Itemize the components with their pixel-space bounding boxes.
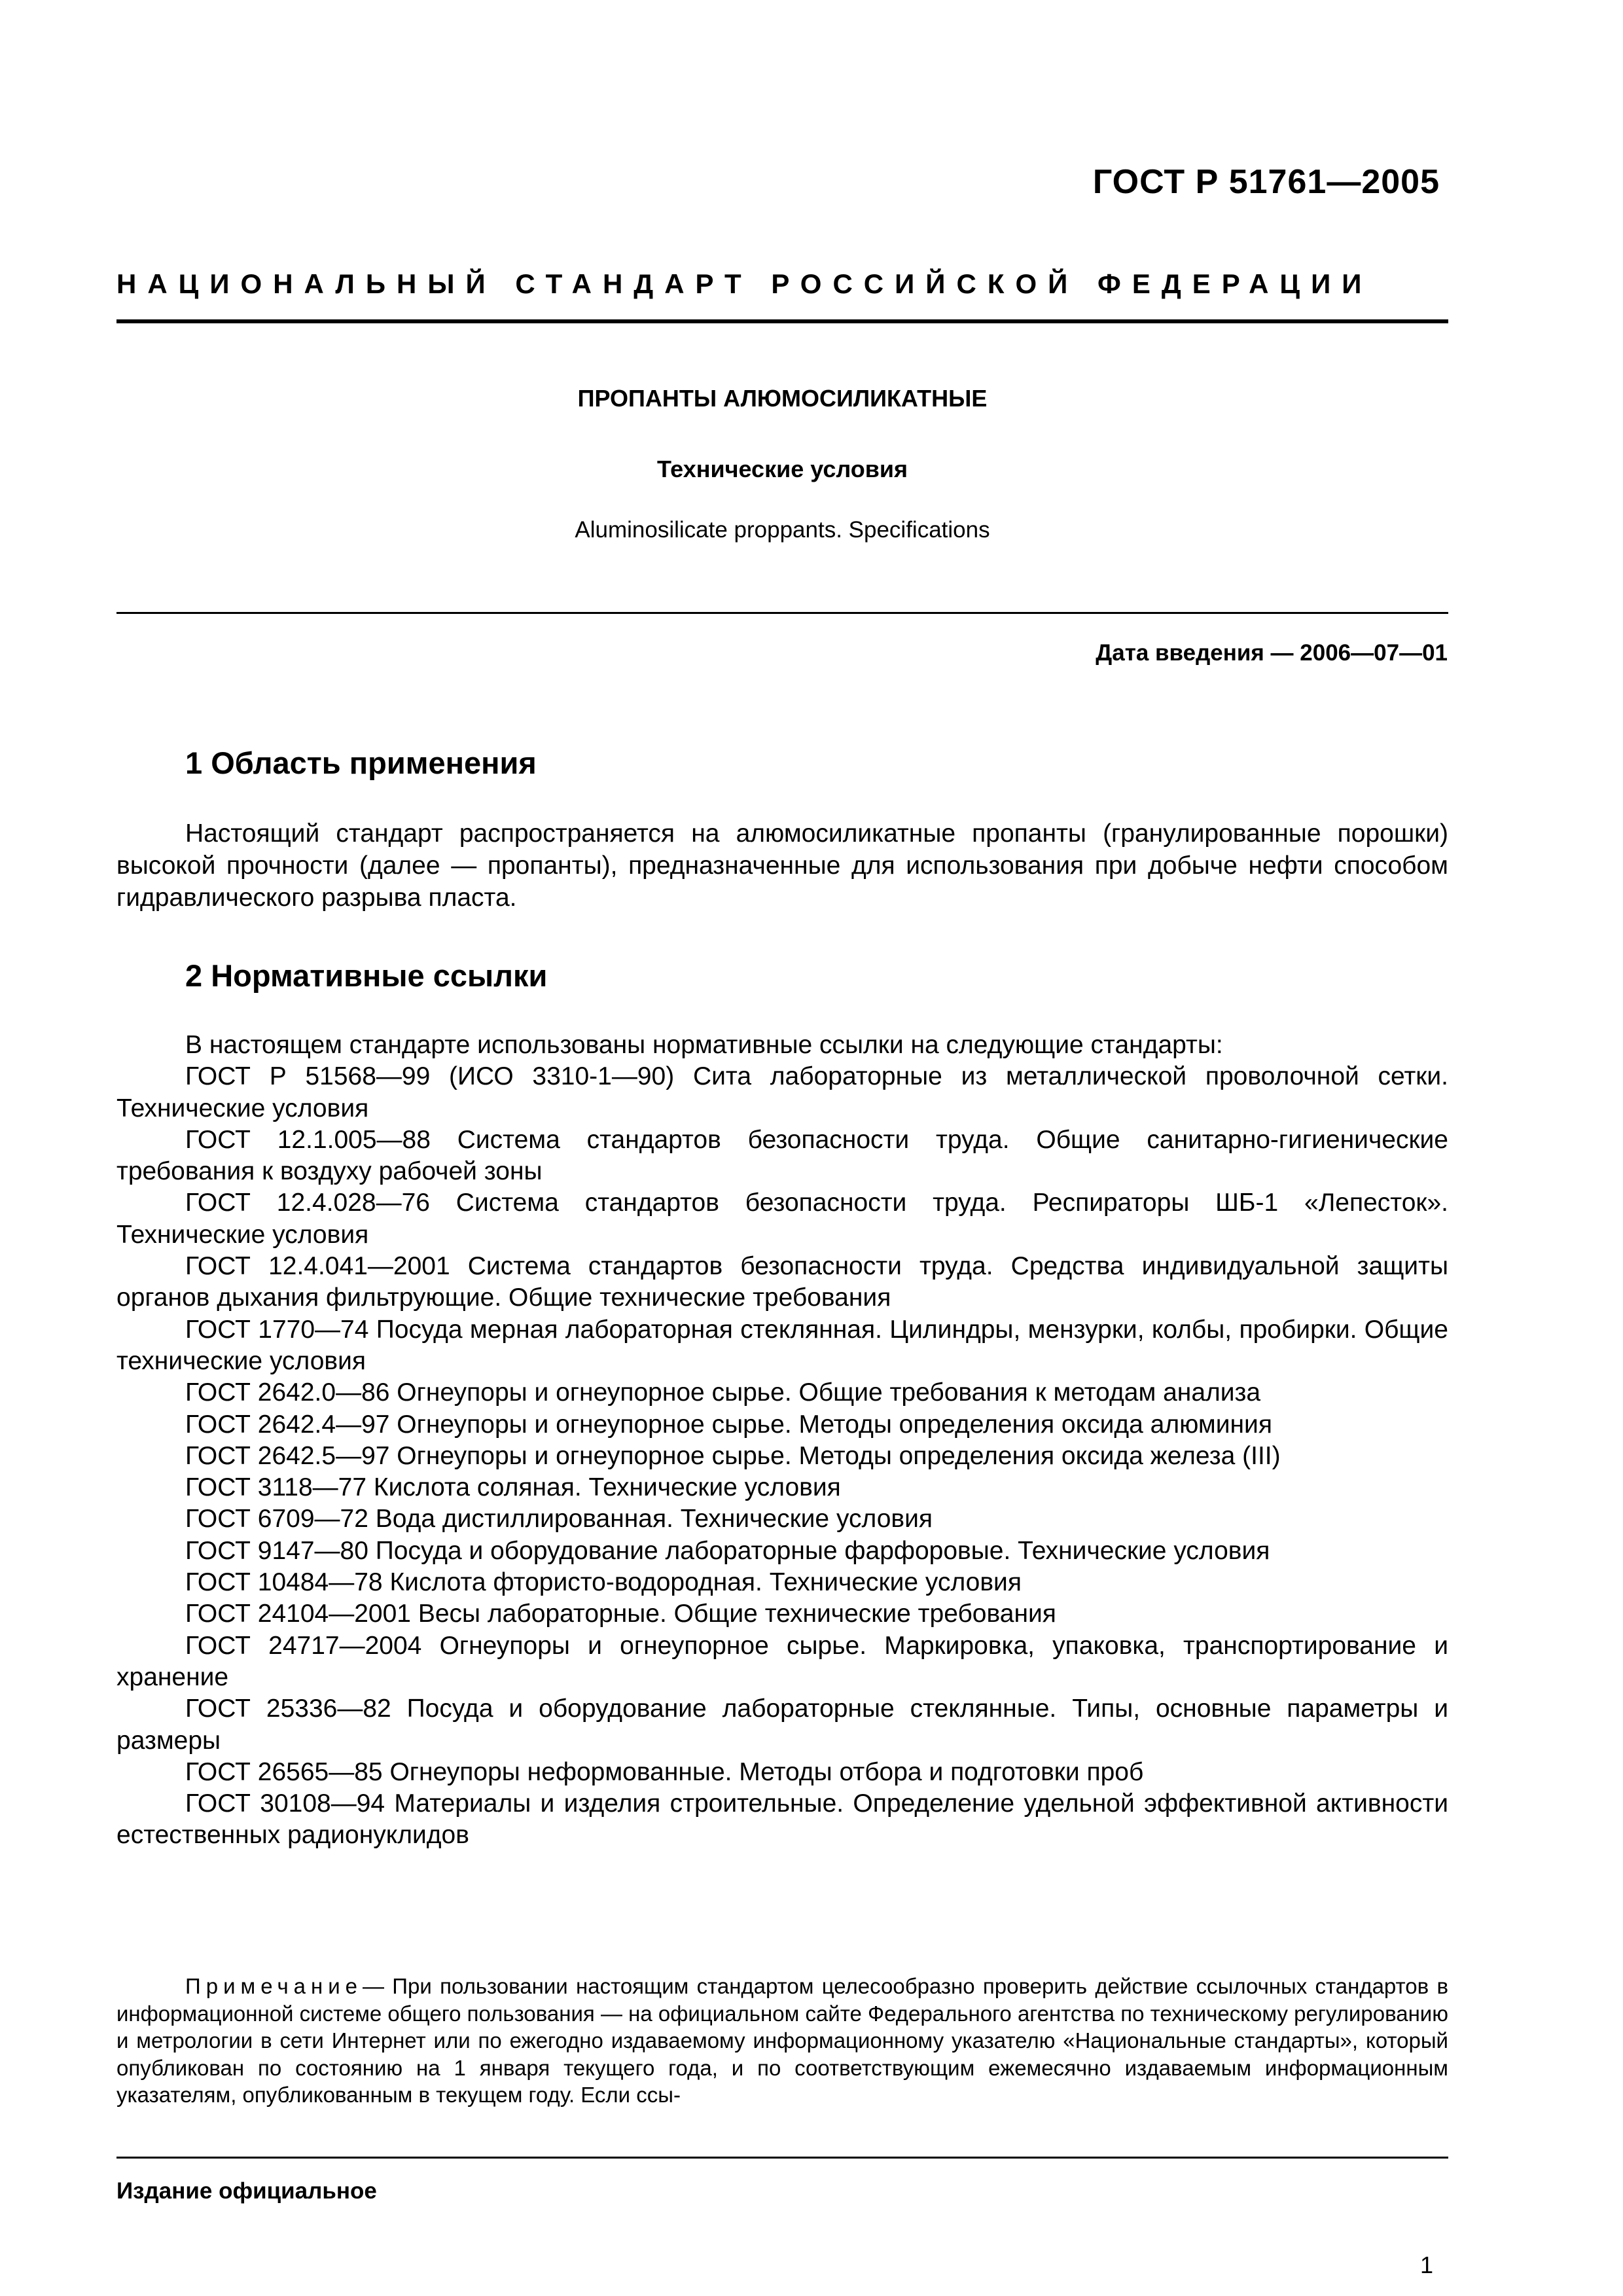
list-item: ГОСТ 1770—74 Посуда мерная лабораторная стеклянная. Цилиндры, мензурки, колбы, пробирки. Общие технические условия xyxy=(116,1315,1448,1375)
references-intro: В настоящем стандарте использованы нормативные ссылки на следующие стандарты: xyxy=(185,1031,1223,1059)
references-list xyxy=(116,1030,1448,1852)
list-item: ГОСТ 3118—77 Кислота соляная. Технические условия xyxy=(185,1473,841,1502)
document-code: ГОСТ Р 51761—2005 xyxy=(1092,163,1440,201)
list-item: ГОСТ 9147—80 Посуда и оборудование лабораторные фарфоровые. Технические условия xyxy=(185,1536,1270,1565)
page-number: 1 xyxy=(1419,2251,1433,2278)
footer-rule xyxy=(116,2157,1448,2159)
list-item: ГОСТ 2642.5—97 Огнеупоры и огнеупорное сырье. Методы определения оксида железа (III) xyxy=(185,1441,1281,1470)
section-1-paragraph: Настоящий стандарт распространяется на алюмосиликатные пропанты (гранулированные порошки) высокой прочности (далее — пропанты), предназначенные для использования при добыче нефти способом гидравлического разрыва пласта. xyxy=(116,819,1448,912)
list-item: ГОСТ 30108—94 Материалы и изделия строительные. Определение удельной эффективной активности естественных радионуклидов xyxy=(116,1789,1448,1850)
section-2-heading: 2 Нормативные ссылки xyxy=(185,958,548,993)
list-item: ГОСТ 12.1.005—88 Система стандартов безопасности труда. Общие санитарно-гигиенические требования к воздуху рабочей зоны xyxy=(116,1125,1448,1186)
list-item: ГОСТ 12.4.028—76 Система стандартов безопасности труда. Респираторы ШБ-1 «Лепесток». Технические условия xyxy=(116,1189,1448,1249)
document-title: ПРОПАНТЫ АЛЮМОСИЛИКАТНЫЕ xyxy=(577,385,988,412)
national-standard-banner: НАЦИОНАЛЬНЫЙ СТАНДАРТ РОССИЙСКОЙ ФЕДЕРАЦИИ xyxy=(116,268,1373,299)
document-subtitle: Технические условия xyxy=(656,456,908,482)
list-item: ГОСТ 12.4.041—2001 Система стандартов безопасности труда. Средства индивидуальной защиты органов дыхания фильтрующие. Общие технические требования xyxy=(116,1252,1448,1312)
list-item: ГОСТ Р 51568—99 (ИСО 3310-1—90) Сита лабораторные из металлической проволочной сетки. Технические условия xyxy=(116,1062,1448,1122)
list-item: ГОСТ 2642.4—97 Огнеупоры и огнеупорное сырье. Методы определения оксида алюминия xyxy=(185,1410,1272,1439)
header-rule xyxy=(116,319,1448,323)
list-item: ГОСТ 25336—82 Посуда и оборудование лабораторные стеклянные. Типы, основные параметры и размеры xyxy=(116,1695,1448,1755)
list-item: ГОСТ 24717—2004 Огнеупоры и огнеупорное сырье. Маркировка, упаковка, транспортирование и хранение xyxy=(116,1631,1448,1691)
edition-label: Издание официальное xyxy=(116,2178,377,2204)
note-label: Примечание xyxy=(185,1974,363,1998)
list-item: ГОСТ 24104—2001 Весы лабораторные. Общие технические требования xyxy=(185,1600,1056,1628)
note-block xyxy=(116,1973,1448,2109)
list-item: ГОСТ 26565—85 Огнеупоры неформованные. Методы отбора и подготовки проб xyxy=(185,1757,1144,1786)
list-item: ГОСТ 2642.0—86 Огнеупоры и огнеупорное сырье. Общие требования к методам анализа xyxy=(185,1378,1261,1407)
document-title-english: Aluminosilicate proppants. Specifications xyxy=(575,517,990,543)
section-1-heading: 1 Область применения xyxy=(185,745,537,780)
list-item: ГОСТ 6709—72 Вода дистиллированная. Технические условия xyxy=(185,1505,933,1534)
list-item: ГОСТ 10484—78 Кислота фтористо-водородная. Технические условия xyxy=(185,1568,1022,1597)
title-rule xyxy=(116,612,1448,614)
note-text: — При пользовании настоящим стандартом целесообразно проверить действие ссылочных стандартов в информационной системе общего пользования — на официальном сайте Федерального агентства по техническому регулированию и метрологии в сети Интернет или по ежегодно издаваемому информационному указателю «Национальные стандарты», который опубликован по состоянию на 1 января текущего года, и по соответствующим ежемесячно издаваемым информационным указателям, опубликованным в текущем году. Если ссы- xyxy=(116,1974,1448,2107)
section-1-body xyxy=(116,817,1448,914)
note-paragraph xyxy=(116,1973,1448,2109)
introduction-date: Дата введения — 2006—07—01 xyxy=(1096,640,1448,666)
